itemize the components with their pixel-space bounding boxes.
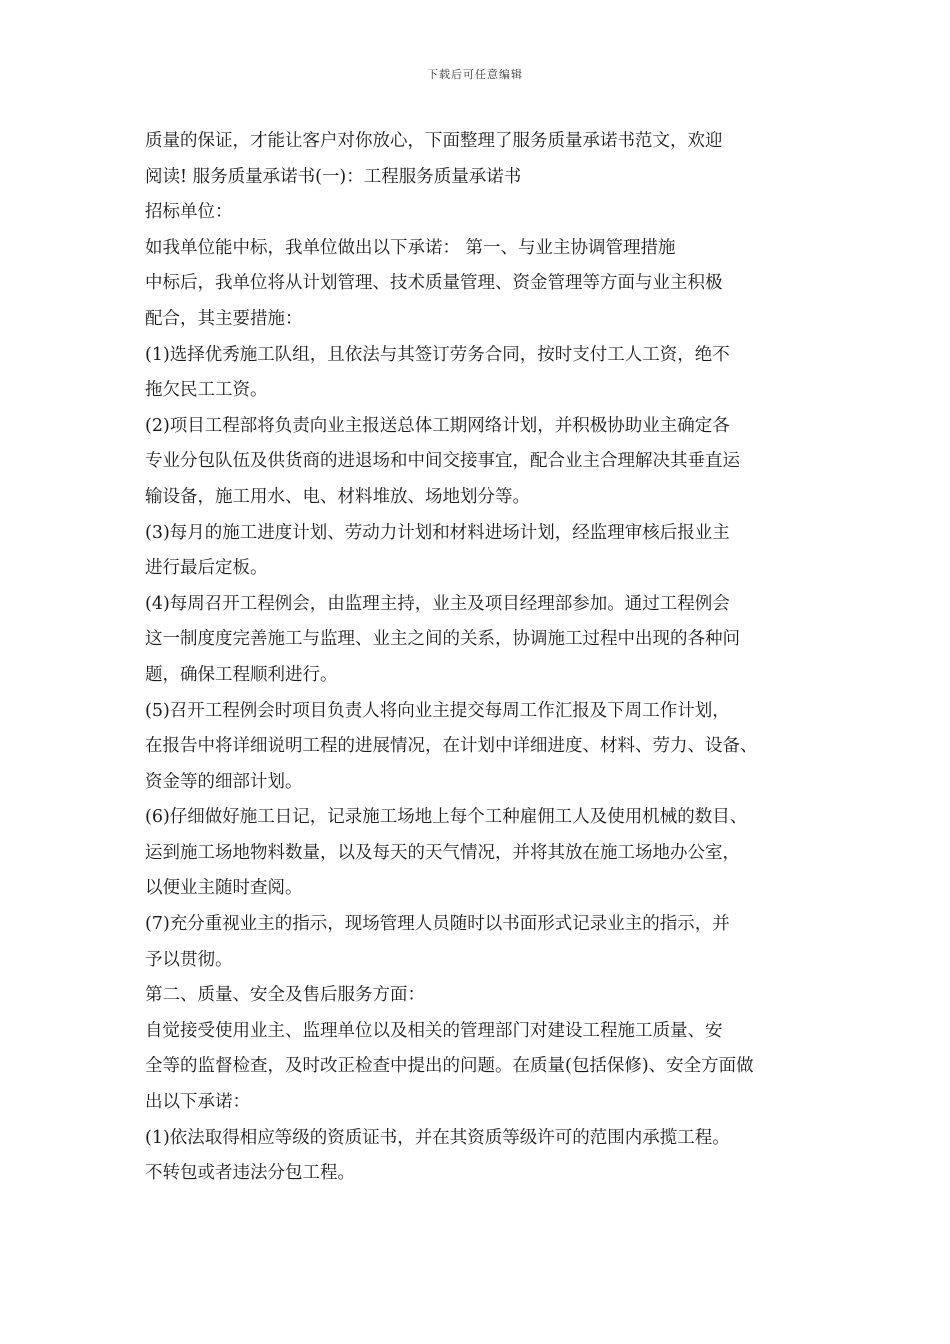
text-line: 拖欠民工工资。 (145, 380, 268, 401)
text-line: (5)召开工程例会时项目负责人将向业主提交每周工作汇报及下周工作计划， (145, 700, 730, 721)
text-line: 第二、质量、安全及售后服务方面： (145, 985, 425, 1006)
text-line: 出以下承诺： (145, 1092, 250, 1113)
text-line: 运到施工场地物料数量，以及每天的天气情况，并将其放在施工场地办公室， (145, 842, 740, 863)
text-line: 如我单位能中标，我单位做出以下承诺： 第一、与业主协调管理措施 (145, 237, 676, 258)
text-line: (6)仔细做好施工日记，记录施工场地上每个工种雇佣工人及使用机械的数目、 (145, 807, 748, 828)
text-line: 自觉接受使用业主、监理单位以及相关的管理部门对建设工程施工质量、安 (145, 1020, 723, 1041)
text-line: (7)充分重视业主的指示，现场管理人员随时以书面形式记录业主的指示，并 (145, 914, 730, 935)
text-line: 专业分包队伍及供货商的进退场和中间交接事宜，配合业主合理解决其垂直运 (145, 451, 740, 472)
text-line: (1)选择优秀施工队组，且依法与其签订劳务合同，按时支付工人工资，绝不 (145, 344, 730, 365)
text-line: 资金等的细部计划。 (145, 771, 303, 792)
text-line: 质量的保证，才能让客户对你放心，下面整理了服务质量承诺书范文，欢迎 (145, 131, 723, 151)
text-line: 这一制度度完善施工与监理、业主之间的关系，协调施工过程中出现的各种问 (145, 629, 740, 650)
text-line: 配合，其主要措施： (145, 308, 303, 329)
text-line: (1)依法取得相应等级的资质证书，并在其资质等级许可的范围内承揽工程。 (145, 1127, 730, 1148)
text-line: 题，确保工程顺利进行。 (145, 664, 338, 685)
text-line: 予以贯彻。 (145, 949, 233, 970)
text-line: 在报告中将详细说明工程的进展情况，在计划中详细进度、材料、劳力、设备、 (145, 736, 758, 757)
text-line: (2)项目工程部将负责向业主报送总体工期网络计划，并积极协助业主确定各 (145, 415, 730, 436)
text-line: 进行最后定板。 (145, 558, 268, 579)
text-line: 不转包或者违法分包工程。 (145, 1163, 355, 1184)
text-line: 阅读! 服务质量承诺书(一)：工程服务质量承诺书 (145, 166, 522, 187)
page-header: 下载后可任意编辑 (427, 68, 523, 81)
text-line: 以便业主随时查阅。 (145, 878, 303, 899)
text-line: 全等的监督检查，及时改正检查中提出的问题。在质量(包括保修)、安全方面做 (145, 1056, 754, 1077)
text-line: (3)每月的施工进度计划、劳动力计划和材料进场计划，经监理审核后报业主 (145, 522, 730, 543)
text-line: 招标单位： (145, 202, 233, 223)
text-line: 中标后，我单位将从计划管理、技术质量管理、资金管理等方面与业主积极 (145, 273, 723, 294)
text-line: 输设备，施工用水、电、材料堆放、场地划分等。 (145, 486, 530, 507)
text-line: (4)每周召开工程例会，由监理主持，业主及项目经理部参加。通过工程例会 (145, 593, 730, 614)
document-body (145, 124, 825, 1192)
